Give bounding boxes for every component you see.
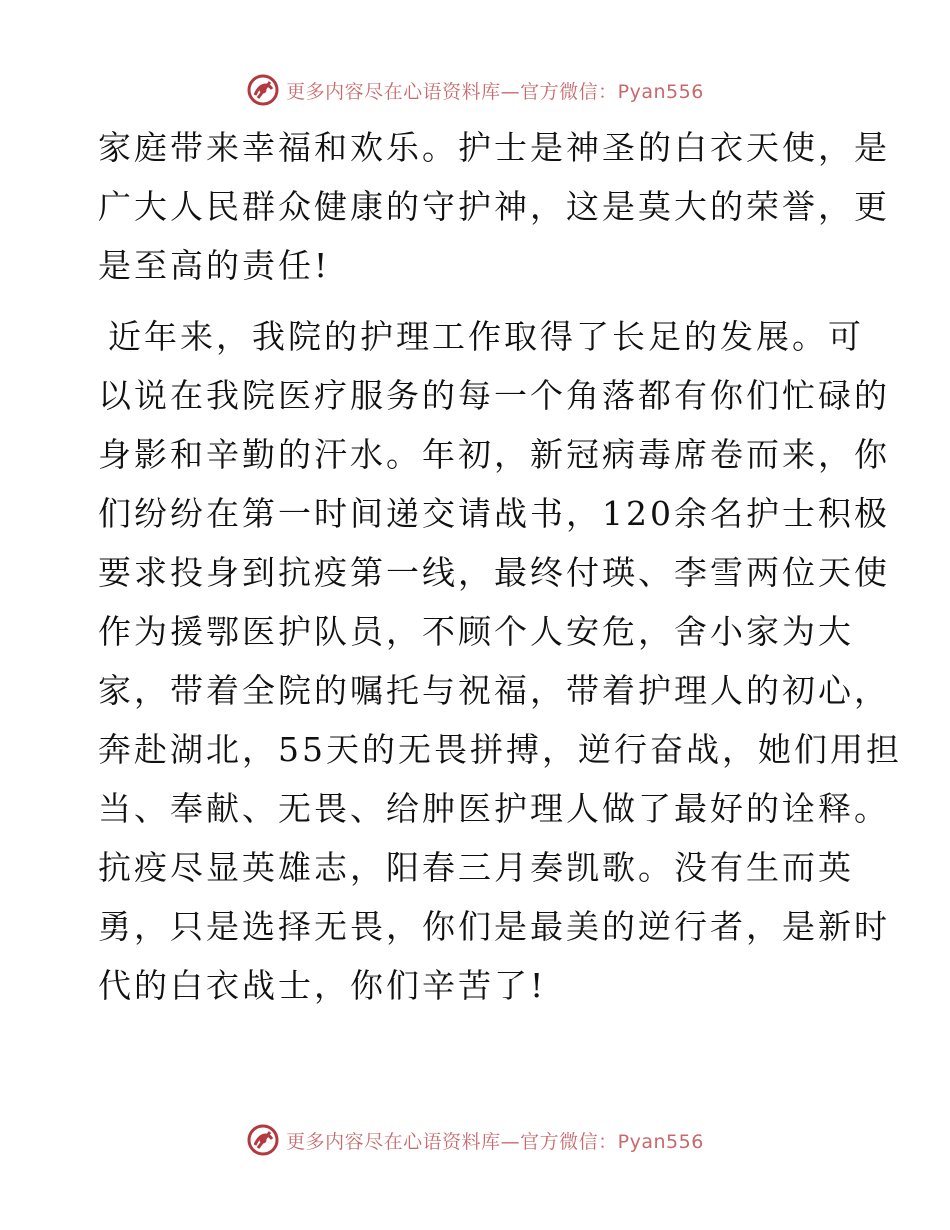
text-line: 代的白衣战士，你们辛苦了! bbox=[98, 966, 547, 1005]
footer-banner-text: 更多内容尽在心语资料库—官方微信：Pyan556 bbox=[286, 1130, 704, 1153]
brand-logo-icon bbox=[246, 1123, 280, 1157]
text-line: 是至高的责任! bbox=[98, 246, 331, 285]
text-line: 广大人民群众健康的守护神，这是莫大的荣誉，更 bbox=[98, 187, 890, 226]
text-line: 近年来，我院的护理工作取得了长足的发展。可 bbox=[108, 317, 864, 356]
text-line: 奔赴湖北，55天的无畏拼搏，逆行奋战，她们用担 bbox=[98, 730, 902, 769]
header-banner bbox=[0, 70, 950, 110]
text-line: 身影和辛勤的汗水。年初，新冠病毒席卷而来，你 bbox=[98, 435, 890, 474]
footer-banner bbox=[0, 1120, 950, 1160]
header-banner-text: 更多内容尽在心语资料库—官方微信：Pyan556 bbox=[286, 80, 704, 103]
text-line: 勇，只是选择无畏，你们是最美的逆行者，是新时 bbox=[98, 907, 890, 946]
text-line: 要求投身到抗疫第一线，最终付瑛、李雪两位天使 bbox=[98, 553, 890, 592]
text-line: 以说在我院医疗服务的每一个角落都有你们忙碌的 bbox=[98, 376, 890, 415]
text-line: 当、奉献、无畏、给肿医护理人做了最好的诠释。 bbox=[98, 789, 890, 828]
text-line: 抗疫尽显英雄志，阳春三月奏凯歌。没有生而英 bbox=[98, 848, 854, 887]
document-body bbox=[98, 118, 902, 1015]
text-line: 家，带着全院的嘱托与祝福，带着护理人的初心， bbox=[98, 671, 890, 710]
brand-logo-icon bbox=[246, 73, 280, 107]
text-line: 作为援鄂医护队员，不顾个人安危，舍小家为大 bbox=[98, 612, 854, 651]
paragraph bbox=[98, 307, 902, 1015]
text-line: 们纷纷在第一时间递交请战书，120余名护士积极 bbox=[98, 494, 890, 533]
paragraph bbox=[98, 118, 890, 295]
text-line: 家庭带来幸福和欢乐。护士是神圣的白衣天使，是 bbox=[98, 128, 890, 167]
